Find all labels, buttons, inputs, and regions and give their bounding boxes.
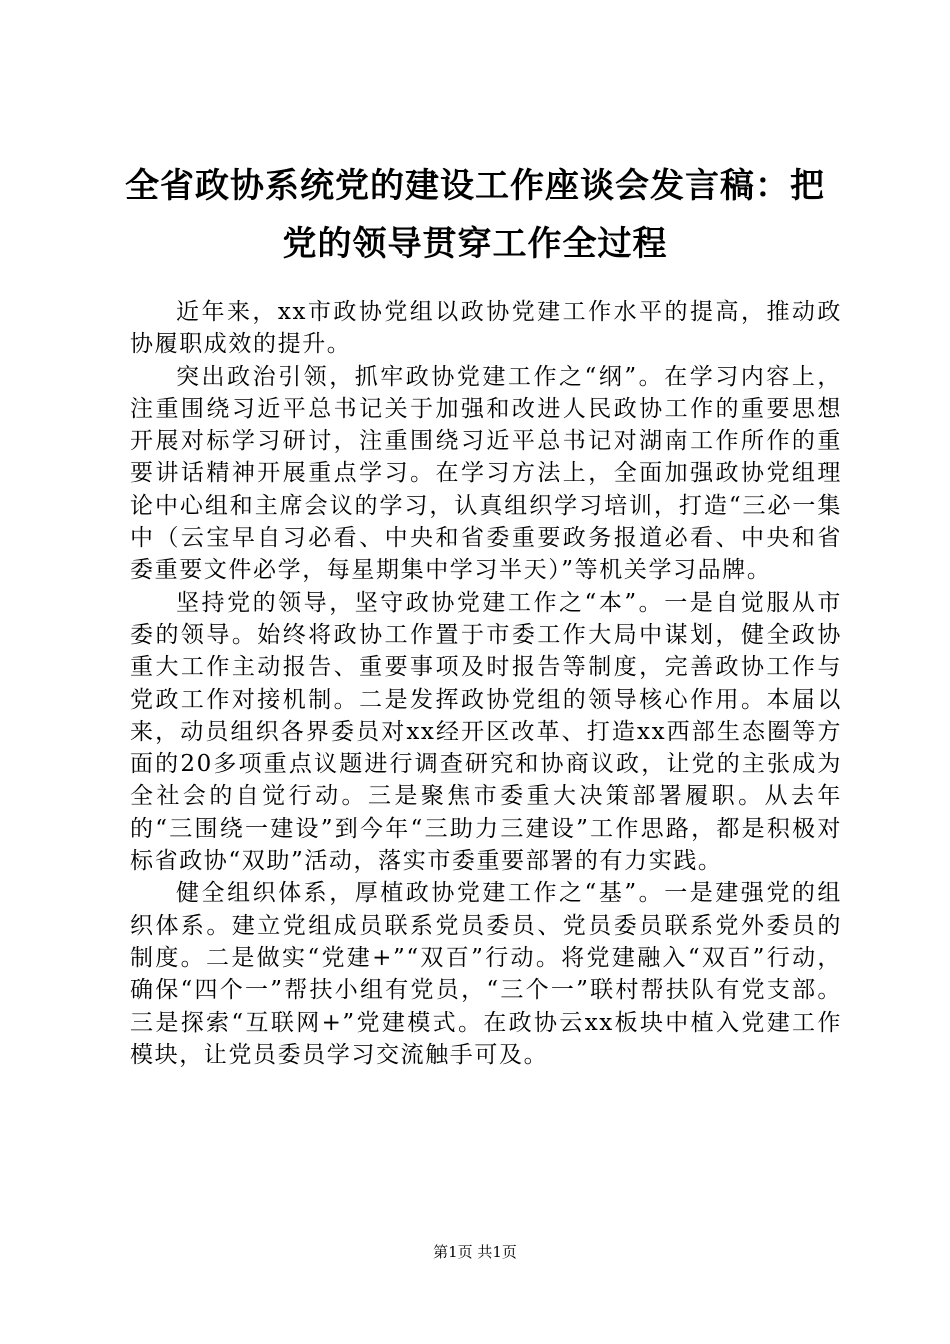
paragraph-political-leadership: 突出政治引领，抓牢政协党建工作之“纲”。在学习内容上，注重围绕习近平总书记关于加强和改进人民政协工作的重要思想开展对标学习研讨，注重围绕习近平总书记对湖南工作所作的重要讲话精神开展重点学习。在学习方法上，全面加强政协党组理论中心组和主席会议的学习，认真组织学习培训，打造“三必一集中（云宝早自习必看、中央和省委重要政务报道必看、中央和省委重要文件必学，每星期集中学习半天）”等机关学习品牌。 bbox=[130, 363, 842, 584]
paragraph-party-leadership: 坚持党的领导，坚守政协党建工作之“本”。一是自觉服从市委的领导。始终将政协工作置于市委工作大局中谋划，健全政协重大工作主动报告、重要事项及时报告等制度，完善政协工作与党政工作对接机制。二是发挥政协党组的领导核心作用。本届以来，动员组织各界委员对xx经开区改革、打造xx西部生态圈等方面的20多项重点议题进行调查研究和协商议政，让党的主张成为全社会的自觉行动。三是聚焦市委重大决策部署履职。从去年的“三围绕一建设”到今年“三助力三建设”工作思路，都是积极对标省政协“双助”活动，落实市委重要部署的有力实践。 bbox=[130, 589, 842, 875]
document-body bbox=[130, 296, 842, 1071]
page-footer: 第1页 共1页 bbox=[433, 1243, 517, 1261]
document-title: 全省政协系统党的建设工作座谈会发言稿：把党的领导贯穿工作全过程 bbox=[125, 166, 825, 264]
paragraph-intro: 近年来，xx市政协党组以政协党建工作水平的提高，推动政协履职成效的提升。 bbox=[130, 299, 842, 358]
paragraph-organization-system: 健全组织体系，厚植政协党建工作之“基”。一是建强党的组织体系。建立党组成员联系党员委员、党员委员联系党外委员的制度。二是做实“党建+”“双百”行动。将党建融入“双百”行动，确保“四个一”帮扶小组有党员，“三个一”联村帮扶队有党支部。三是探索“互联网+”党建模式。在政协云xx板块中植入党建工作模块，让党员委员学习交流触手可及。 bbox=[130, 880, 842, 1068]
